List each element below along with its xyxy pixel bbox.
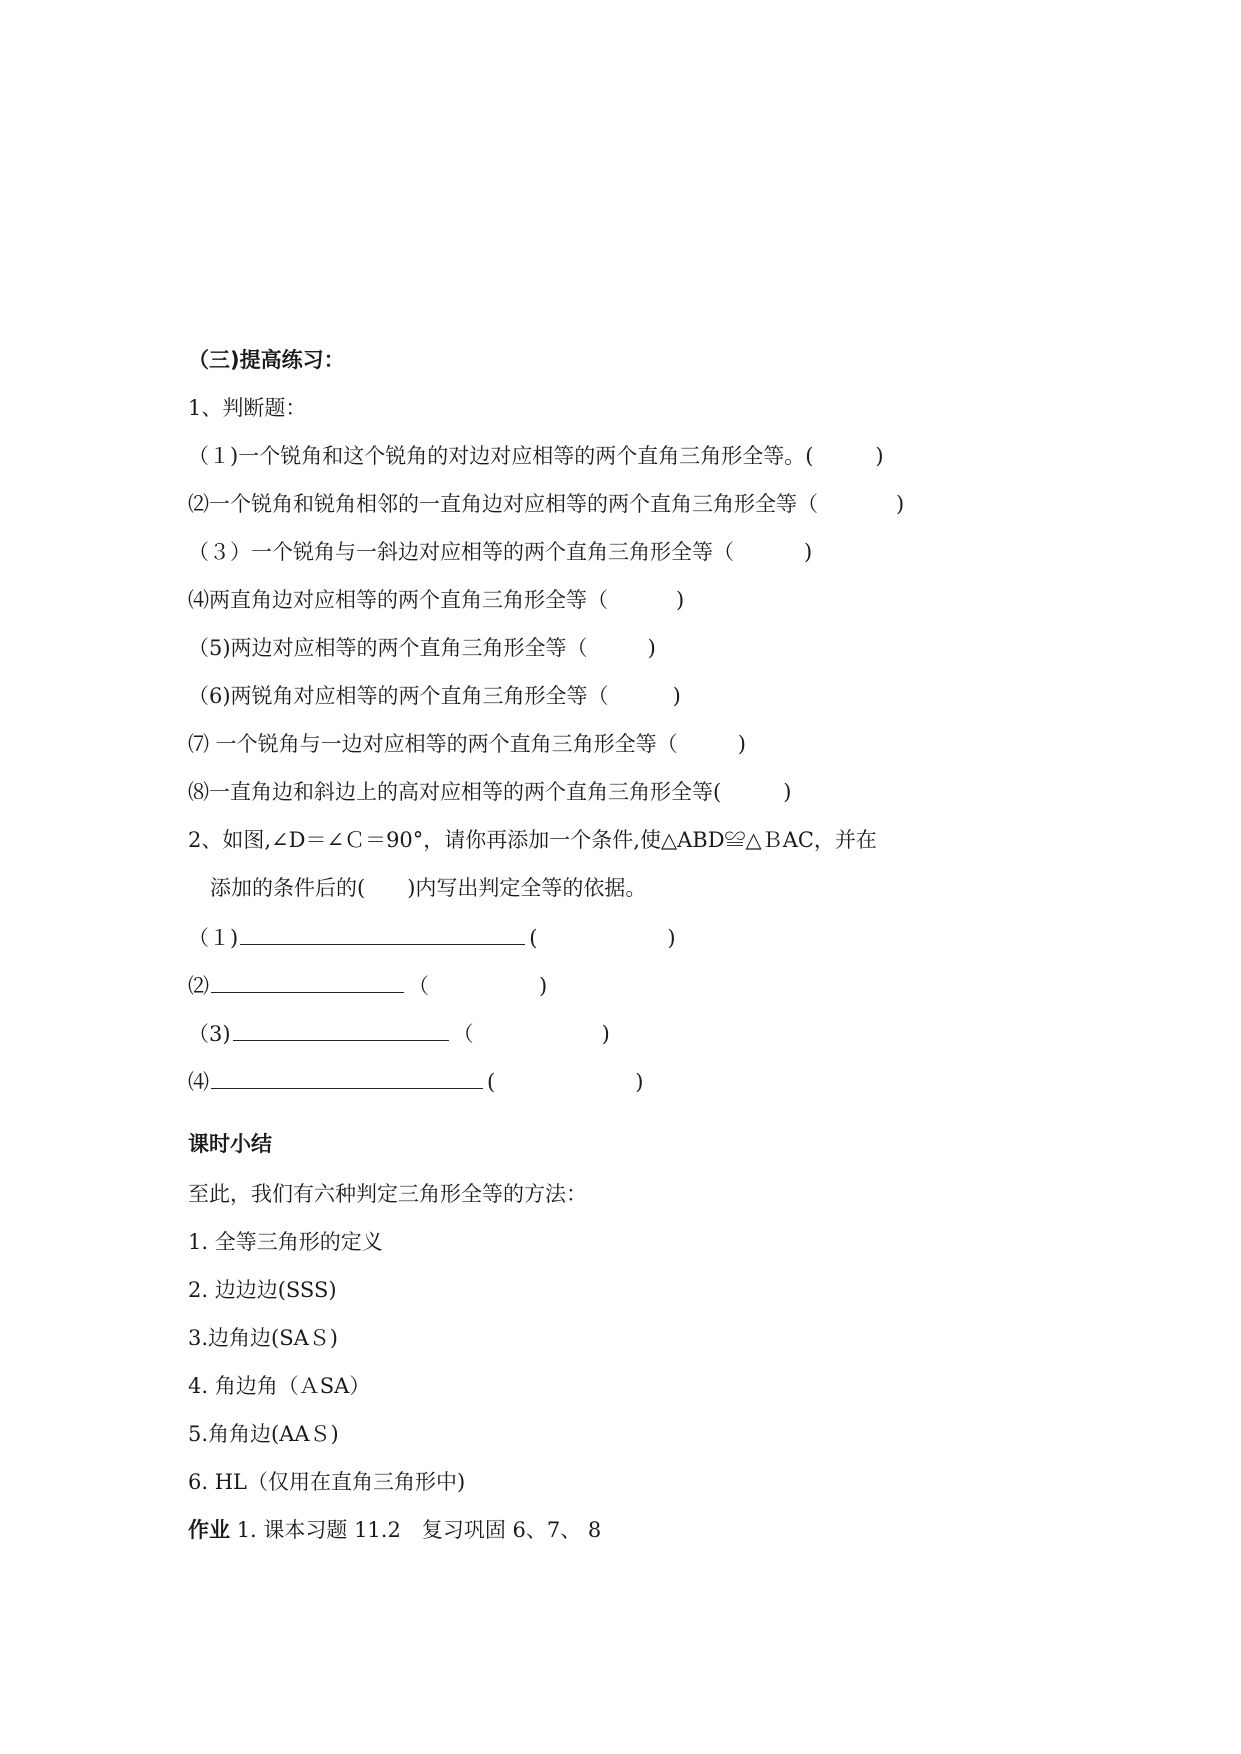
q1-item-5: （5)两边对应相等的两个直角三角形全等（ ): [188, 636, 656, 660]
q2-line-1: 2、如图,∠D＝∠Ｃ＝90°，请你再添加一个条件,使△ABD≌△ＢAC，并在: [188, 828, 877, 852]
homework: [188, 1516, 601, 1544]
method-3: 3.边角边(SAＳ): [188, 1326, 338, 1350]
answer-line-3[interactable]: [233, 1018, 449, 1041]
method-6: 6. HL（仅用在直角三角形中): [188, 1470, 466, 1494]
q2-blank-3: （3) （ ): [188, 1018, 610, 1048]
answer-line-2[interactable]: [211, 970, 404, 993]
q1-heading: 1、判断题：: [188, 396, 307, 420]
method-4: 4. 角边角（ＡSA）: [188, 1374, 371, 1398]
q1-item-1: （１)一个锐角和这个锐角的对边对应相等的两个直角三角形全等。( ): [188, 444, 884, 468]
q1-item-7: ⑺ 一个锐角与一边对应相等的两个直角三角形全等（ ): [188, 732, 746, 756]
homework-text: 1. 课本习题 11.2 复习巩固 6、7、 8: [236, 1518, 602, 1542]
answer-line-1[interactable]: [240, 922, 525, 945]
q1-item-8: ⑻一直角边和斜边上的高对应相等的两个直角三角形全等( ): [188, 780, 792, 804]
q1-item-2: ⑵一个锐角和锐角相邻的一直角边对应相等的两个直角三角形全等（ ): [188, 492, 905, 516]
q1-item-4: ⑷两直角边对应相等的两个直角三角形全等（ ): [188, 588, 685, 612]
q2-blank-1: （１) ( ): [188, 922, 676, 952]
q2-line-2: 添加的条件后的( )内写出判定全等的依据。: [210, 876, 647, 900]
method-2: 2. 边边边(SSS): [188, 1278, 337, 1302]
method-5: 5.角角边(AAＳ): [188, 1422, 339, 1446]
section-title: （三)提高练习：: [188, 348, 345, 372]
answer-line-4[interactable]: [211, 1066, 483, 1089]
summary-intro: 至此，我们有六种判定三角形全等的方法：: [188, 1182, 587, 1206]
q2-blank-2: ⑵ （ ): [188, 970, 547, 1000]
q1-item-6: （6)两锐角对应相等的两个直角三角形全等（ ): [188, 684, 681, 708]
summary-title: 课时小结: [188, 1132, 272, 1156]
method-1: 1. 全等三角形的定义: [188, 1230, 383, 1254]
q1-item-3: （３）一个锐角与一斜边对应相等的两个直角三角形全等（ ): [188, 540, 813, 564]
q2-blank-4: ⑷ ( ): [188, 1066, 643, 1096]
homework-label: 作业: [188, 1518, 230, 1542]
